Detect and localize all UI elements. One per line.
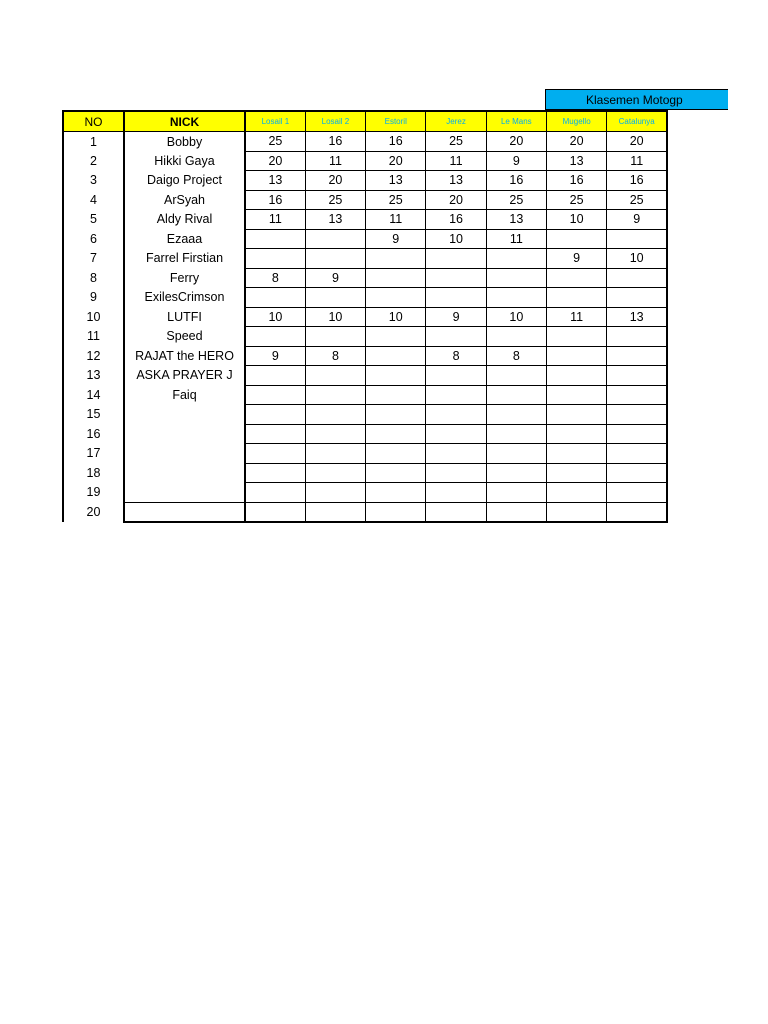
points-cell[interactable] — [245, 405, 305, 425]
points-cell[interactable] — [486, 366, 546, 386]
points-cell[interactable]: 16 — [546, 171, 606, 191]
points-cell[interactable] — [486, 385, 546, 405]
points-cell[interactable] — [486, 424, 546, 444]
points-cell[interactable]: 16 — [607, 171, 667, 191]
points-cell[interactable]: 16 — [245, 190, 305, 210]
table-row — [63, 346, 667, 366]
table-row — [63, 229, 667, 249]
points-cell[interactable] — [607, 385, 667, 405]
nick-cell[interactable]: ArSyah — [124, 190, 245, 210]
points-cell[interactable] — [305, 483, 365, 503]
points-cell[interactable] — [245, 463, 305, 483]
points-cell[interactable] — [426, 385, 486, 405]
points-cell[interactable] — [305, 385, 365, 405]
points-cell[interactable] — [607, 288, 667, 308]
points-cell[interactable] — [245, 229, 305, 249]
points-cell[interactable]: 20 — [366, 151, 426, 171]
banner-clip — [546, 90, 683, 109]
points-cell[interactable] — [366, 327, 426, 347]
rank-cell[interactable]: 2 — [63, 151, 124, 171]
points-cell[interactable] — [546, 483, 606, 503]
points-cell[interactable] — [305, 327, 365, 347]
points-cell[interactable] — [546, 229, 606, 249]
header-race-losail-1[interactable]: Losail 1 — [245, 111, 305, 132]
rank-cell[interactable]: 11 — [63, 327, 124, 347]
points-cell[interactable]: 25 — [366, 190, 426, 210]
points-cell[interactable] — [426, 249, 486, 269]
points-cell[interactable]: 20 — [426, 190, 486, 210]
points-cell[interactable]: 13 — [305, 210, 365, 230]
points-cell[interactable] — [305, 405, 365, 425]
points-cell[interactable]: 10 — [607, 249, 667, 269]
points-cell[interactable] — [305, 424, 365, 444]
rank-cell[interactable]: 16 — [63, 424, 124, 444]
points-cell[interactable]: 10 — [546, 210, 606, 230]
header-nick[interactable]: NICK — [124, 111, 245, 132]
points-cell[interactable] — [305, 444, 365, 464]
points-cell[interactable] — [426, 366, 486, 386]
points-cell[interactable] — [607, 327, 667, 347]
header-race-mugello[interactable]: Mugello — [546, 111, 606, 132]
points-cell[interactable] — [607, 463, 667, 483]
header-race-jerez[interactable]: Jerez — [426, 111, 486, 132]
table-row — [63, 210, 667, 230]
points-cell[interactable] — [305, 463, 365, 483]
table-row — [63, 171, 667, 191]
points-cell[interactable]: 10 — [366, 307, 426, 327]
points-cell[interactable] — [366, 444, 426, 464]
points-cell[interactable] — [546, 327, 606, 347]
table-row — [63, 385, 667, 405]
standings-title: Klasemen Motogp — [586, 93, 683, 107]
rank-cell[interactable]: 3 — [63, 171, 124, 191]
header-race-losail-2[interactable]: Losail 2 — [305, 111, 365, 132]
points-cell[interactable]: 11 — [366, 210, 426, 230]
points-cell[interactable] — [546, 346, 606, 366]
rank-cell[interactable]: 1 — [63, 132, 124, 152]
nick-cell[interactable]: Speed — [124, 327, 245, 347]
points-cell[interactable] — [546, 463, 606, 483]
points-cell[interactable] — [245, 288, 305, 308]
standings-table — [62, 110, 668, 523]
points-cell[interactable]: 13 — [546, 151, 606, 171]
points-cell[interactable]: 9 — [607, 210, 667, 230]
points-cell[interactable] — [607, 405, 667, 425]
points-cell[interactable]: 11 — [426, 151, 486, 171]
table-row — [63, 405, 667, 425]
points-cell[interactable] — [546, 385, 606, 405]
table-row — [63, 151, 667, 171]
points-cell[interactable]: 8 — [305, 346, 365, 366]
nick-cell[interactable]: LUTFI — [124, 307, 245, 327]
points-cell[interactable] — [366, 268, 426, 288]
points-cell[interactable] — [366, 346, 426, 366]
points-cell[interactable] — [305, 366, 365, 386]
table-row — [63, 288, 667, 308]
points-cell[interactable]: 20 — [546, 132, 606, 152]
points-cell[interactable] — [426, 268, 486, 288]
points-cell[interactable]: 16 — [366, 132, 426, 152]
points-cell[interactable] — [245, 385, 305, 405]
points-cell[interactable] — [546, 288, 606, 308]
points-cell[interactable] — [366, 249, 426, 269]
points-cell[interactable] — [245, 327, 305, 347]
header-no[interactable]: NO — [63, 111, 124, 132]
points-cell[interactable]: 11 — [546, 307, 606, 327]
rank-cell[interactable]: 14 — [63, 385, 124, 405]
points-cell[interactable]: 10 — [486, 307, 546, 327]
points-cell[interactable] — [366, 424, 426, 444]
points-cell[interactable]: 25 — [546, 190, 606, 210]
points-cell[interactable]: 13 — [607, 307, 667, 327]
points-cell[interactable] — [305, 502, 365, 522]
points-cell[interactable]: 10 — [426, 229, 486, 249]
rank-cell[interactable]: 18 — [63, 463, 124, 483]
points-cell[interactable] — [426, 483, 486, 503]
points-cell[interactable] — [245, 502, 305, 522]
header-race-catalunya[interactable]: Catalunya — [607, 111, 667, 132]
points-cell[interactable]: 16 — [426, 210, 486, 230]
points-cell[interactable]: 9 — [305, 268, 365, 288]
points-cell[interactable] — [607, 366, 667, 386]
table-row — [63, 366, 667, 386]
points-cell[interactable] — [366, 288, 426, 308]
points-cell[interactable]: 9 — [245, 346, 305, 366]
points-cell[interactable]: 11 — [305, 151, 365, 171]
points-cell[interactable] — [486, 249, 546, 269]
points-cell[interactable]: 11 — [245, 210, 305, 230]
table-row — [63, 463, 667, 483]
header-race-le-mans[interactable]: Le Mans — [486, 111, 546, 132]
rank-cell[interactable]: 6 — [63, 229, 124, 249]
points-cell[interactable] — [305, 229, 365, 249]
points-cell[interactable] — [426, 502, 486, 522]
points-cell[interactable]: 13 — [366, 171, 426, 191]
points-cell[interactable] — [486, 444, 546, 464]
points-cell[interactable]: 20 — [607, 132, 667, 152]
points-cell[interactable]: 13 — [426, 171, 486, 191]
points-cell[interactable]: 10 — [245, 307, 305, 327]
table-row — [63, 132, 667, 152]
nick-cell[interactable] — [124, 483, 245, 503]
points-cell[interactable]: 25 — [607, 190, 667, 210]
points-cell[interactable]: 9 — [366, 229, 426, 249]
header-row — [63, 111, 667, 132]
points-cell[interactable] — [426, 463, 486, 483]
table-row — [63, 483, 667, 503]
points-cell[interactable] — [486, 288, 546, 308]
nick-cell[interactable]: ExilesCrimson — [124, 288, 245, 308]
nick-cell[interactable]: Farrel Firstian — [124, 249, 245, 269]
rank-cell[interactable]: 4 — [63, 190, 124, 210]
points-cell[interactable]: 25 — [486, 190, 546, 210]
points-cell[interactable] — [607, 229, 667, 249]
points-cell[interactable] — [426, 444, 486, 464]
nick-cell[interactable]: Faiq — [124, 385, 245, 405]
points-cell[interactable]: 8 — [245, 268, 305, 288]
points-cell[interactable] — [546, 424, 606, 444]
points-cell[interactable] — [245, 249, 305, 269]
points-cell[interactable]: 10 — [305, 307, 365, 327]
points-cell[interactable] — [486, 405, 546, 425]
rank-cell[interactable]: 8 — [63, 268, 124, 288]
points-cell[interactable]: 11 — [607, 151, 667, 171]
rank-cell[interactable]: 20 — [63, 502, 124, 522]
rank-cell[interactable]: 17 — [63, 444, 124, 464]
standings-banner — [545, 89, 728, 110]
nick-cell[interactable]: Hikki Gaya — [124, 151, 245, 171]
points-cell[interactable]: 8 — [426, 346, 486, 366]
nick-cell[interactable]: RAJAT the HERO — [124, 346, 245, 366]
table-row — [63, 190, 667, 210]
points-cell[interactable] — [607, 424, 667, 444]
points-cell[interactable] — [546, 444, 606, 464]
nick-cell[interactable] — [124, 424, 245, 444]
points-cell[interactable]: 20 — [486, 132, 546, 152]
points-cell[interactable] — [245, 444, 305, 464]
points-cell[interactable] — [366, 483, 426, 503]
table-row — [63, 249, 667, 269]
table-row — [63, 502, 667, 522]
points-cell[interactable] — [426, 327, 486, 347]
rank-cell[interactable]: 10 — [63, 307, 124, 327]
points-cell[interactable] — [245, 424, 305, 444]
points-cell[interactable] — [486, 502, 546, 522]
points-cell[interactable]: 9 — [546, 249, 606, 269]
nick-cell[interactable]: Ezaaa — [124, 229, 245, 249]
points-cell[interactable] — [486, 463, 546, 483]
points-cell[interactable] — [607, 346, 667, 366]
nick-cell[interactable] — [124, 405, 245, 425]
rank-cell[interactable]: 12 — [63, 346, 124, 366]
table-row — [63, 327, 667, 347]
nick-cell[interactable] — [124, 502, 245, 522]
points-cell[interactable]: 25 — [426, 132, 486, 152]
points-cell[interactable] — [245, 366, 305, 386]
points-cell[interactable] — [305, 288, 365, 308]
points-cell[interactable] — [366, 366, 426, 386]
table-row — [63, 307, 667, 327]
rank-cell[interactable]: 15 — [63, 405, 124, 425]
points-cell[interactable] — [607, 483, 667, 503]
points-cell[interactable] — [546, 502, 606, 522]
points-cell[interactable] — [305, 249, 365, 269]
points-cell[interactable] — [607, 268, 667, 288]
nick-cell[interactable] — [124, 444, 245, 464]
header-race-estoril[interactable]: Estoril — [366, 111, 426, 132]
points-cell[interactable]: 16 — [486, 171, 546, 191]
points-cell[interactable]: 20 — [305, 171, 365, 191]
table-row — [63, 268, 667, 288]
nick-cell[interactable]: Aldy Rival — [124, 210, 245, 230]
points-cell[interactable]: 11 — [486, 229, 546, 249]
rank-cell[interactable]: 19 — [63, 483, 124, 503]
points-cell[interactable] — [366, 385, 426, 405]
points-cell[interactable]: 13 — [486, 210, 546, 230]
points-cell[interactable] — [607, 444, 667, 464]
rank-cell[interactable]: 5 — [63, 210, 124, 230]
nick-cell[interactable]: Daigo Project — [124, 171, 245, 191]
points-cell[interactable] — [366, 502, 426, 522]
points-cell[interactable] — [426, 424, 486, 444]
points-cell[interactable] — [486, 483, 546, 503]
table-row — [63, 424, 667, 444]
points-cell[interactable]: 25 — [305, 190, 365, 210]
nick-cell[interactable] — [124, 463, 245, 483]
nick-cell[interactable]: Bobby — [124, 132, 245, 152]
points-cell[interactable]: 13 — [245, 171, 305, 191]
points-cell[interactable] — [546, 268, 606, 288]
points-cell[interactable] — [245, 483, 305, 503]
points-cell[interactable]: 16 — [305, 132, 365, 152]
points-cell[interactable]: 9 — [426, 307, 486, 327]
points-cell[interactable]: 9 — [486, 151, 546, 171]
points-cell[interactable] — [546, 366, 606, 386]
nick-cell[interactable]: ASKA PRAYER J — [124, 366, 245, 386]
rank-cell[interactable]: 7 — [63, 249, 124, 269]
points-cell[interactable] — [607, 502, 667, 522]
points-cell[interactable] — [366, 405, 426, 425]
points-cell[interactable]: 8 — [486, 346, 546, 366]
table-row — [63, 444, 667, 464]
points-cell[interactable]: 25 — [245, 132, 305, 152]
points-cell[interactable] — [426, 288, 486, 308]
points-cell[interactable] — [486, 327, 546, 347]
points-cell[interactable] — [546, 405, 606, 425]
rank-cell[interactable]: 9 — [63, 288, 124, 308]
points-cell[interactable] — [486, 268, 546, 288]
nick-cell[interactable]: Ferry — [124, 268, 245, 288]
points-cell[interactable] — [366, 463, 426, 483]
points-cell[interactable]: 20 — [245, 151, 305, 171]
rank-cell[interactable]: 13 — [63, 366, 124, 386]
points-cell[interactable] — [426, 405, 486, 425]
